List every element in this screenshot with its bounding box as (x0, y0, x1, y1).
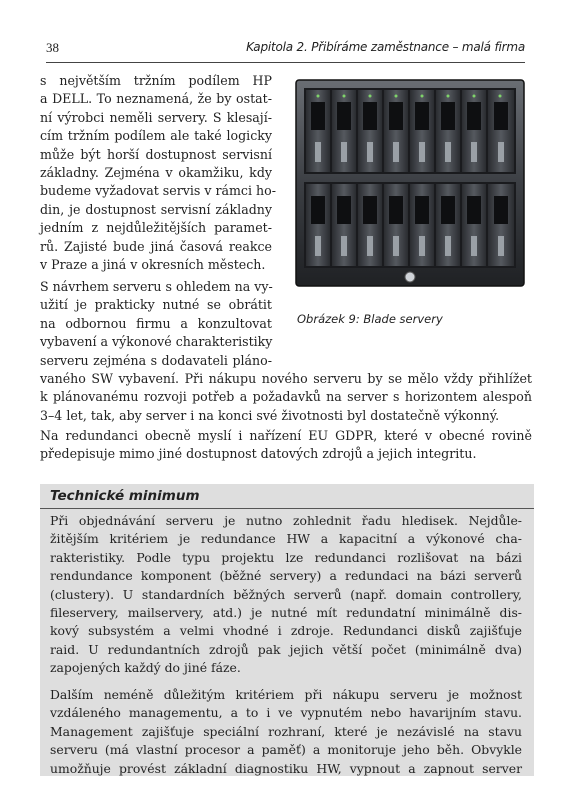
paragraph-server-design-cont (40, 370, 532, 425)
text-line: základny. Zejména v okamžiku, kdy (40, 165, 272, 181)
text-line: Na redundanci obecně myslí i nařízení EU GDPR, které v obecné rovině (40, 428, 532, 443)
text-line: cím tržním podílem ale také logicky (40, 128, 272, 144)
paragraph-market-share (40, 72, 276, 274)
text-line: budeme vyžadovat servis v rámci ho- (40, 183, 276, 199)
text-line: k plánovanému rozvoji potřeb a požadavků na server s horizontem alespoň (40, 389, 532, 405)
text-line: vaného SW vybavení. Při nákupu nového serveru by se mělo vždy přihlížet (40, 371, 532, 386)
page-header (46, 40, 525, 63)
text-line: 3–4 let, tak, aby server i na konci své životnosti byl dostatečně výkonný. (40, 407, 500, 423)
paragraph-server-design (40, 278, 272, 370)
text-line: a DELL. To neznamená, že by ostat- (40, 91, 272, 107)
page-number: 38 (46, 40, 59, 55)
technical-minimum-box (40, 484, 534, 776)
text-line: vybavení a výkonové charakteristiky (40, 334, 273, 350)
text-line: umožňuje provést základní diagnostiku HW, vypnout a zapnout server (50, 760, 522, 776)
box-paragraph-1 (50, 512, 522, 678)
text-line: na odbornou firmu a konzultovat (40, 315, 272, 331)
figure-caption: Obrázek 9: Blade servery (297, 312, 443, 326)
text-line: S návrhem serveru s ohledem na vy- (40, 279, 273, 294)
text-line: (clustery). U standardních běžných serverů (např. domain controllery, (50, 586, 522, 602)
box-paragraph-2 (50, 686, 522, 778)
text-line: v Praze a jiná v okresních městech. (40, 257, 266, 273)
blade-server-photo (290, 72, 530, 294)
text-line: rakteristiky. Podle typu projektu lze redundanci rozlišovat na bázi (50, 549, 522, 565)
text-line: žitějším kritériem je redundance HW a kapacitní a výkonové cha- (50, 531, 522, 547)
text-line: kový subsystém a velmi vhodné i zdroje. Redundanci disků zajišťuje (50, 623, 522, 639)
text-line: rů. Zajisté bude jiná časová reakce (40, 238, 272, 254)
text-line: zapojených každý do jiné fáze. (50, 660, 241, 676)
text-line: din, je dostupnost servisní základny (40, 201, 272, 217)
text-line: serveru (má vlastní procesor a paměť) a monitoruje jeho běh. Obvykle (50, 742, 522, 758)
text-line: může být horší dostupnost servisní (40, 146, 272, 162)
text-line: raid. U redundantních zdrojů pak jejich větší počet (minimálně dva) (50, 641, 522, 657)
text-line: ní výrobci neměli servery. S klesají- (40, 109, 272, 125)
box-divider (40, 508, 534, 509)
box-title: Technické minimum (50, 488, 200, 504)
text-line: jedním z nejdůležitějších paramet- (40, 220, 272, 236)
text-line: s největším tržním podílem HP (40, 73, 272, 88)
text-line: Při objednávání serveru je nutno zohlednit řadu hledisek. Nejdůle- (50, 513, 522, 528)
text-line: předepisuje mimo jiné dostupnost datových zdrojů a jejich integritu. (40, 446, 477, 462)
text-line: vzdáleného managementu, a to i ve vypnutém nebo havarijním stavu. (50, 705, 522, 721)
chapter-title: Kapitola 2. Přibíráme zaměstnance – malá firma (246, 40, 525, 54)
text-line: rendundance komponent (běžné servery) a redundaci na bázi serverů (50, 568, 522, 584)
text-line: fileservery, mailservery, atd.) je nutné mít redundatní minimálně dis- (50, 605, 522, 621)
text-line: serveru zejména s dodavateli pláno- (40, 352, 272, 368)
text-line: užití je prakticky nutné se obrátit (40, 297, 272, 313)
text-line: Dalším neméně důležitým kritériem při nákupu serveru je možnost (50, 687, 522, 702)
paragraph-gdpr (40, 427, 532, 464)
text-line: Management zajišťuje speciální rozhraní, které je nezávislé na stavu (50, 723, 522, 739)
